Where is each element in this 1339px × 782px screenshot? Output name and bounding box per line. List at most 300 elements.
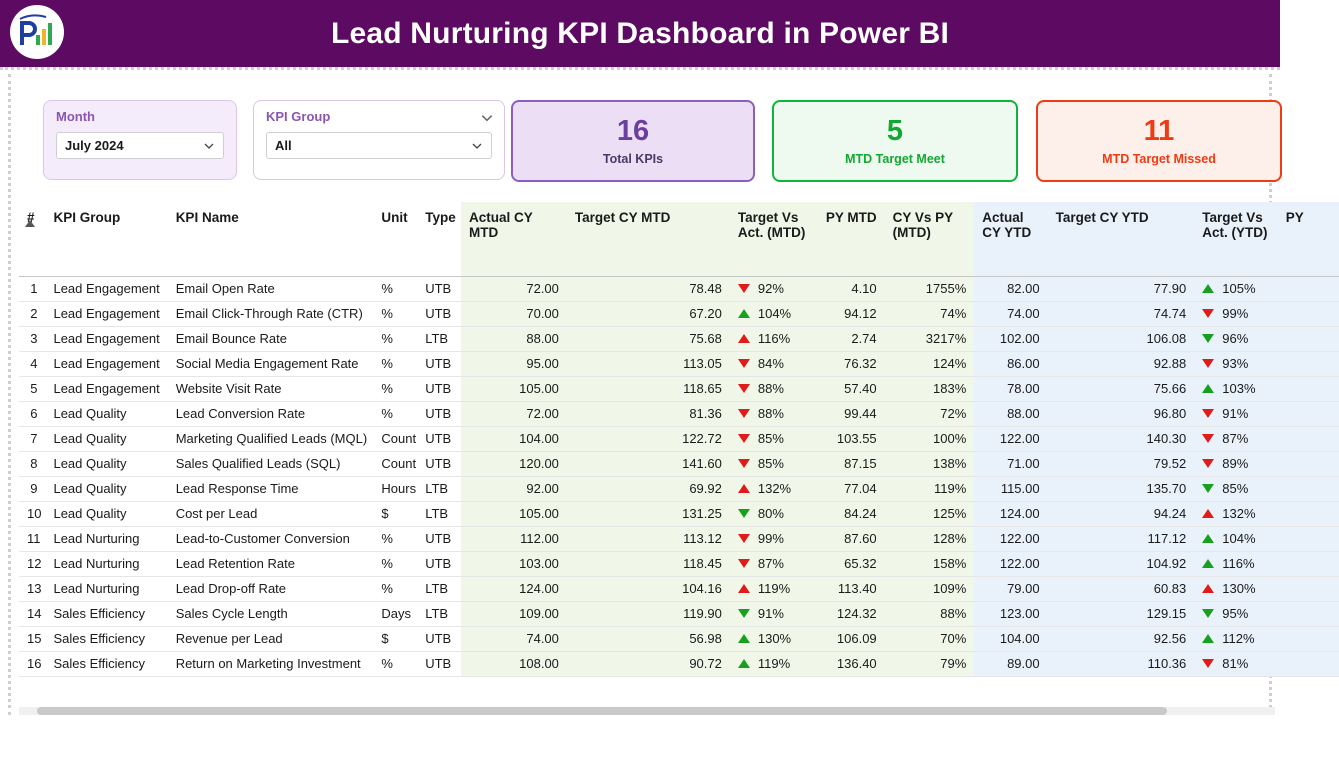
table-row[interactable]: [19, 451, 1339, 476]
cell-cy-vs-py-mtd: 100%: [885, 426, 975, 451]
col-header-target-cy-mtd[interactable]: Target CY MTD: [567, 202, 730, 276]
cell-actual-cy-mtd: 105.00: [461, 376, 567, 401]
cell-target-cy-ytd: 60.83: [1048, 576, 1195, 601]
cell-unit: %: [373, 651, 417, 676]
cell-cy-vs-py-mtd: 109%: [885, 576, 975, 601]
cell-target-vs-act-mtd: [730, 576, 814, 601]
table-row[interactable]: [19, 601, 1339, 626]
cell-target-vs-act-ytd: [1194, 276, 1278, 301]
cell-cy-vs-py-mtd: 183%: [885, 376, 975, 401]
cell-py-mtd: 99.44: [813, 401, 884, 426]
cell-target-vs-act-mtd: [730, 326, 814, 351]
cell-unit: %: [373, 576, 417, 601]
cell-type: UTB: [417, 301, 461, 326]
cell-target-cy-ytd: 129.15: [1048, 601, 1195, 626]
triangle-up-icon: [1202, 559, 1214, 568]
cell-py-mtd: 136.40: [813, 651, 884, 676]
triangle-up-icon: [1202, 284, 1214, 293]
cell-target-vs-act-ytd-value: 93%: [1222, 356, 1249, 371]
table-row[interactable]: [19, 326, 1339, 351]
cell-actual-cy-ytd: 89.00: [974, 651, 1047, 676]
col-header-target-vs-act-ytd[interactable]: Target Vs Act. (YTD): [1194, 202, 1278, 276]
chevron-down-icon: [471, 140, 483, 152]
cell-type: UTB: [417, 526, 461, 551]
cell-kpi-name: Lead-to-Customer Conversion: [168, 526, 374, 551]
cell-py-ytd: [1278, 551, 1339, 576]
cell-py-mtd: 4.10: [813, 276, 884, 301]
cell-target-cy-mtd: 104.16: [567, 576, 730, 601]
cell-py-ytd: [1278, 626, 1339, 651]
col-header-kpi-name[interactable]: KPI Name: [168, 202, 374, 276]
cell-index: 12: [19, 551, 45, 576]
table-row[interactable]: [19, 276, 1339, 301]
mtd-target-missed-label: MTD Target Missed: [1102, 152, 1216, 167]
month-dropdown[interactable]: [56, 132, 224, 159]
table-row[interactable]: [19, 476, 1339, 501]
triangle-up-icon: [738, 584, 750, 593]
table-row[interactable]: [19, 351, 1339, 376]
cell-target-cy-ytd: 117.12: [1048, 526, 1195, 551]
cell-target-cy-ytd: 106.08: [1048, 326, 1195, 351]
triangle-down-icon: [738, 434, 750, 443]
horizontal-scrollbar-track[interactable]: [19, 707, 1275, 715]
cell-py-ytd: [1278, 301, 1339, 326]
cell-py-ytd: [1278, 326, 1339, 351]
cell-target-vs-act-mtd-value: 87%: [757, 556, 784, 571]
triangle-down-icon: [1202, 309, 1214, 318]
cell-kpi-group: Sales Efficiency: [45, 651, 167, 676]
cell-cy-vs-py-mtd: 79%: [885, 651, 975, 676]
cell-target-vs-act-mtd: [730, 276, 814, 301]
cell-actual-cy-mtd: 105.00: [461, 501, 567, 526]
col-header-index[interactable]: #: [19, 202, 45, 276]
cell-target-vs-act-mtd: [730, 501, 814, 526]
cell-py-ytd: [1278, 476, 1339, 501]
triangle-up-icon: [1202, 534, 1214, 543]
cell-py-mtd: 84.24: [813, 501, 884, 526]
col-header-target-cy-ytd[interactable]: Target CY YTD: [1048, 202, 1195, 276]
cell-kpi-name: Revenue per Lead: [168, 626, 374, 651]
cell-kpi-name: Lead Drop-off Rate: [168, 576, 374, 601]
cell-type: UTB: [417, 551, 461, 576]
cell-actual-cy-ytd: 102.00: [974, 326, 1047, 351]
cell-actual-cy-ytd: 79.00: [974, 576, 1047, 601]
cell-target-vs-act-mtd: [730, 376, 814, 401]
cell-actual-cy-ytd: 122.00: [974, 551, 1047, 576]
cell-target-vs-act-ytd: [1194, 651, 1278, 676]
cell-target-cy-ytd: 96.80: [1048, 401, 1195, 426]
cell-index: 9: [19, 476, 45, 501]
table-row[interactable]: [19, 501, 1339, 526]
cell-cy-vs-py-mtd: 119%: [885, 476, 975, 501]
cell-py-ytd: [1278, 651, 1339, 676]
cell-unit: %: [373, 351, 417, 376]
cell-type: UTB: [417, 376, 461, 401]
cell-index: 11: [19, 526, 45, 551]
triangle-down-icon: [1202, 659, 1214, 668]
cell-type: UTB: [417, 351, 461, 376]
cell-target-cy-ytd: 104.92: [1048, 551, 1195, 576]
cell-actual-cy-mtd: 103.00: [461, 551, 567, 576]
cell-target-vs-act-ytd: [1194, 351, 1278, 376]
month-slicer[interactable]: [43, 100, 237, 180]
cell-kpi-name: Sales Qualified Leads (SQL): [168, 451, 374, 476]
col-header-target-vs-act-mtd[interactable]: Target Vs Act. (MTD): [730, 202, 814, 276]
report-canvas: [0, 67, 1304, 716]
cell-target-vs-act-ytd-value: 104%: [1222, 531, 1256, 546]
total-kpis-value: 16: [616, 114, 650, 147]
cell-target-vs-act-mtd-value: 85%: [757, 456, 784, 471]
cell-target-cy-ytd: 74.74: [1048, 301, 1195, 326]
cell-kpi-group: Lead Engagement: [45, 376, 167, 401]
table-row[interactable]: [19, 651, 1339, 676]
cell-actual-cy-ytd: 115.00: [974, 476, 1047, 501]
triangle-up-icon: [738, 634, 750, 643]
cell-target-cy-ytd: 110.36: [1048, 651, 1195, 676]
cell-target-vs-act-ytd-value: 96%: [1222, 331, 1249, 346]
mtd-target-meet-label: MTD Target Meet: [845, 152, 945, 167]
mtd-target-missed-card[interactable]: [1036, 100, 1282, 182]
cell-target-cy-mtd: 118.45: [567, 551, 730, 576]
cell-target-vs-act-mtd: [730, 351, 814, 376]
table-row[interactable]: [19, 301, 1339, 326]
cell-target-cy-ytd: 140.30: [1048, 426, 1195, 451]
cell-actual-cy-ytd: 122.00: [974, 526, 1047, 551]
cell-index: 14: [19, 601, 45, 626]
cell-target-vs-act-ytd: [1194, 626, 1278, 651]
col-header-kpi-group[interactable]: KPI Group: [45, 202, 167, 276]
triangle-down-icon: [738, 534, 750, 543]
cell-kpi-name: Sales Cycle Length: [168, 601, 374, 626]
triangle-down-icon: [1202, 484, 1214, 493]
cell-type: UTB: [417, 626, 461, 651]
cell-type: LTB: [417, 501, 461, 526]
cell-py-ytd: [1278, 526, 1339, 551]
cell-target-cy-ytd: 75.66: [1048, 376, 1195, 401]
table-row[interactable]: [19, 576, 1339, 601]
cell-actual-cy-mtd: 108.00: [461, 651, 567, 676]
col-header-actual-cy-mtd[interactable]: Actual CY MTD: [461, 202, 567, 276]
cell-py-ytd: [1278, 576, 1339, 601]
cell-target-vs-act-ytd: [1194, 326, 1278, 351]
col-header-unit[interactable]: Unit: [373, 202, 417, 276]
col-header-actual-cy-ytd[interactable]: Actual CY YTD: [974, 202, 1047, 276]
cell-kpi-group: Lead Nurturing: [45, 526, 167, 551]
cell-target-cy-mtd: 81.36: [567, 401, 730, 426]
table-row[interactable]: [19, 626, 1339, 651]
cell-py-mtd: 94.12: [813, 301, 884, 326]
cell-actual-cy-ytd: 124.00: [974, 501, 1047, 526]
cell-type: UTB: [417, 401, 461, 426]
cell-py-mtd: 124.32: [813, 601, 884, 626]
cell-kpi-group: Lead Quality: [45, 501, 167, 526]
cell-cy-vs-py-mtd: 74%: [885, 301, 975, 326]
col-header-py-ytd[interactable]: PY: [1278, 202, 1339, 276]
cell-target-vs-act-ytd-value: 99%: [1222, 306, 1249, 321]
chevron-down-icon: [203, 140, 215, 152]
cell-kpi-group: Sales Efficiency: [45, 601, 167, 626]
cell-py-ytd: [1278, 501, 1339, 526]
cell-target-vs-act-ytd-value: 89%: [1222, 456, 1249, 471]
company-logo-icon: [10, 5, 64, 59]
cell-target-cy-ytd: 92.56: [1048, 626, 1195, 651]
cell-py-ytd: [1278, 426, 1339, 451]
cell-kpi-group: Sales Efficiency: [45, 626, 167, 651]
triangle-up-icon: [738, 334, 750, 343]
cell-kpi-name: Email Bounce Rate: [168, 326, 374, 351]
col-header-py-mtd[interactable]: PY MTD: [813, 202, 884, 276]
cell-actual-cy-mtd: 88.00: [461, 326, 567, 351]
table-row[interactable]: [19, 401, 1339, 426]
cell-target-vs-act-mtd-value: 91%: [757, 606, 784, 621]
cell-target-vs-act-mtd-value: 88%: [757, 406, 784, 421]
horizontal-scrollbar-thumb[interactable]: [37, 707, 1167, 715]
cell-unit: Hours: [373, 476, 417, 501]
triangle-down-icon: [1202, 434, 1214, 443]
cell-index: 7: [19, 426, 45, 451]
cell-py-ytd: [1278, 601, 1339, 626]
cell-target-cy-ytd: 77.90: [1048, 276, 1195, 301]
cell-unit: %: [373, 301, 417, 326]
kpi-table[interactable]: [19, 202, 1304, 782]
kpi-group-dropdown-value: All: [275, 138, 292, 153]
cell-type: LTB: [417, 576, 461, 601]
cell-index: 13: [19, 576, 45, 601]
kpi-group-slicer[interactable]: [253, 100, 505, 180]
cell-py-ytd: [1278, 276, 1339, 301]
cell-target-vs-act-ytd: [1194, 376, 1278, 401]
cell-kpi-name: Cost per Lead: [168, 501, 374, 526]
cell-target-vs-act-mtd-value: 104%: [757, 306, 792, 321]
mtd-target-missed-value: 11: [1143, 114, 1175, 147]
cell-target-vs-act-ytd-value: 85%: [1222, 481, 1249, 496]
cell-cy-vs-py-mtd: 72%: [885, 401, 975, 426]
cell-target-cy-mtd: 118.65: [567, 376, 730, 401]
cell-cy-vs-py-mtd: 124%: [885, 351, 975, 376]
cell-index: 4: [19, 351, 45, 376]
triangle-up-icon: [1202, 584, 1214, 593]
cell-target-cy-ytd: 135.70: [1048, 476, 1195, 501]
mtd-target-meet-card[interactable]: [772, 100, 1018, 182]
cell-kpi-group: Lead Quality: [45, 476, 167, 501]
triangle-down-icon: [738, 284, 750, 293]
cell-target-vs-act-ytd: [1194, 426, 1278, 451]
cell-actual-cy-mtd: 104.00: [461, 426, 567, 451]
cell-target-vs-act-ytd: [1194, 501, 1278, 526]
cell-target-vs-act-mtd: [730, 651, 814, 676]
cell-target-vs-act-ytd-value: 81%: [1222, 656, 1249, 671]
cell-actual-cy-mtd: 74.00: [461, 626, 567, 651]
cell-actual-cy-ytd: 78.00: [974, 376, 1047, 401]
cell-type: UTB: [417, 651, 461, 676]
page-header: [0, 0, 1280, 67]
cell-target-vs-act-ytd: [1194, 551, 1278, 576]
cell-actual-cy-ytd: 104.00: [974, 626, 1047, 651]
cell-unit: Days: [373, 601, 417, 626]
cell-actual-cy-ytd: 71.00: [974, 451, 1047, 476]
cell-actual-cy-mtd: 95.00: [461, 351, 567, 376]
cell-target-cy-mtd: 56.98: [567, 626, 730, 651]
cell-unit: $: [373, 501, 417, 526]
cell-target-vs-act-mtd-value: 116%: [757, 331, 791, 346]
cell-target-cy-mtd: 90.72: [567, 651, 730, 676]
cell-cy-vs-py-mtd: 125%: [885, 501, 975, 526]
triangle-up-icon: [1202, 634, 1214, 643]
cell-target-vs-act-ytd-value: 95%: [1222, 606, 1249, 621]
cell-target-vs-act-ytd-value: 105%: [1222, 281, 1256, 296]
cell-py-mtd: 113.40: [813, 576, 884, 601]
table-row[interactable]: [19, 376, 1339, 401]
cell-target-cy-ytd: 79.52: [1048, 451, 1195, 476]
cell-target-vs-act-ytd: [1194, 451, 1278, 476]
cell-index: 2: [19, 301, 45, 326]
cell-kpi-group: Lead Engagement: [45, 301, 167, 326]
cell-kpi-name: Lead Conversion Rate: [168, 401, 374, 426]
total-kpis-card[interactable]: [511, 100, 755, 182]
sort-ascending-icon[interactable]: [25, 220, 35, 227]
cell-cy-vs-py-mtd: 158%: [885, 551, 975, 576]
cell-kpi-group: Lead Quality: [45, 426, 167, 451]
cell-target-vs-act-mtd: [730, 601, 814, 626]
cell-target-cy-ytd: 92.88: [1048, 351, 1195, 376]
cell-cy-vs-py-mtd: 128%: [885, 526, 975, 551]
cell-kpi-name: Email Click-Through Rate (CTR): [168, 301, 374, 326]
cell-target-vs-act-ytd: [1194, 526, 1278, 551]
col-header-type[interactable]: Type: [417, 202, 461, 276]
cell-target-vs-act-ytd: [1194, 301, 1278, 326]
kpi-group-dropdown[interactable]: [266, 132, 492, 159]
triangle-down-icon: [1202, 359, 1214, 368]
cell-kpi-name: Lead Retention Rate: [168, 551, 374, 576]
cell-kpi-name: Return on Marketing Investment: [168, 651, 374, 676]
triangle-down-icon: [1202, 334, 1214, 343]
cell-target-vs-act-mtd: [730, 301, 814, 326]
triangle-down-icon: [738, 559, 750, 568]
triangle-up-icon: [1202, 384, 1214, 393]
cell-target-cy-mtd: 69.92: [567, 476, 730, 501]
triangle-up-icon: [1202, 509, 1214, 518]
cell-py-mtd: 65.32: [813, 551, 884, 576]
cell-actual-cy-ytd: 88.00: [974, 401, 1047, 426]
triangle-down-icon: [738, 509, 750, 518]
cell-py-mtd: 77.04: [813, 476, 884, 501]
cell-actual-cy-mtd: 72.00: [461, 401, 567, 426]
cell-kpi-group: Lead Nurturing: [45, 576, 167, 601]
table-row[interactable]: [19, 551, 1339, 576]
cell-target-vs-act-mtd-value: 99%: [757, 531, 784, 546]
total-kpis-label: Total KPIs: [602, 152, 664, 167]
cell-target-vs-act-mtd: [730, 626, 814, 651]
cell-target-vs-act-mtd-value: 84%: [757, 356, 784, 371]
cell-py-mtd: 2.74: [813, 326, 884, 351]
cell-target-vs-act-mtd: [730, 401, 814, 426]
cell-actual-cy-ytd: 86.00: [974, 351, 1047, 376]
table-row[interactable]: [19, 526, 1339, 551]
cell-type: LTB: [417, 601, 461, 626]
cell-target-vs-act-ytd-value: 87%: [1222, 431, 1249, 446]
cell-type: UTB: [417, 451, 461, 476]
cell-target-cy-mtd: 131.25: [567, 501, 730, 526]
mtd-target-meet-value: 5: [886, 114, 904, 147]
cell-target-vs-act-mtd: [730, 551, 814, 576]
cell-cy-vs-py-mtd: 88%: [885, 601, 975, 626]
cell-target-vs-act-ytd: [1194, 601, 1278, 626]
page-title: Lead Nurturing KPI Dashboard in Power BI: [330, 16, 950, 50]
cell-cy-vs-py-mtd: 70%: [885, 626, 975, 651]
cell-kpi-name: Marketing Qualified Leads (MQL): [168, 426, 374, 451]
col-header-cy-vs-py-mtd[interactable]: CY Vs PY (MTD): [885, 202, 975, 276]
cell-target-cy-mtd: 122.72: [567, 426, 730, 451]
cell-unit: Count: [373, 426, 417, 451]
cell-actual-cy-ytd: 74.00: [974, 301, 1047, 326]
cell-py-mtd: 87.60: [813, 526, 884, 551]
cell-cy-vs-py-mtd: 3217%: [885, 326, 975, 351]
cell-actual-cy-mtd: 92.00: [461, 476, 567, 501]
cell-type: LTB: [417, 476, 461, 501]
triangle-up-icon: [738, 659, 750, 668]
triangle-down-icon: [738, 409, 750, 418]
cell-target-vs-act-ytd-value: 91%: [1222, 406, 1249, 421]
cell-cy-vs-py-mtd: 138%: [885, 451, 975, 476]
cell-target-vs-act-mtd-value: 80%: [757, 506, 784, 521]
cell-unit: %: [373, 551, 417, 576]
cell-actual-cy-ytd: 122.00: [974, 426, 1047, 451]
cell-target-vs-act-mtd-value: 88%: [757, 381, 784, 396]
cell-target-vs-act-mtd: [730, 426, 814, 451]
cell-target-vs-act-ytd-value: 130%: [1222, 581, 1256, 596]
cell-kpi-group: Lead Engagement: [45, 276, 167, 301]
cell-target-cy-mtd: 119.90: [567, 601, 730, 626]
cell-py-mtd: 76.32: [813, 351, 884, 376]
cell-type: UTB: [417, 426, 461, 451]
cell-unit: $: [373, 626, 417, 651]
month-slicer-label: Month: [56, 109, 95, 124]
table-header-row: [19, 202, 1339, 276]
cell-target-vs-act-mtd-value: 132%: [757, 481, 792, 496]
cell-target-vs-act-mtd-value: 130%: [757, 631, 792, 646]
cell-py-ytd: [1278, 451, 1339, 476]
cell-target-vs-act-ytd-value: 112%: [1222, 631, 1255, 646]
cell-kpi-group: Lead Nurturing: [45, 551, 167, 576]
cell-index: 5: [19, 376, 45, 401]
triangle-down-icon: [1202, 409, 1214, 418]
cell-index: 1: [19, 276, 45, 301]
cell-actual-cy-mtd: 109.00: [461, 601, 567, 626]
filter-bar: [27, 88, 1267, 188]
cell-actual-cy-ytd: 82.00: [974, 276, 1047, 301]
cell-target-vs-act-ytd: [1194, 476, 1278, 501]
chevron-down-icon[interactable]: [480, 111, 492, 123]
cell-py-mtd: 106.09: [813, 626, 884, 651]
cell-kpi-group: Lead Quality: [45, 401, 167, 426]
cell-index: 8: [19, 451, 45, 476]
cell-type: UTB: [417, 276, 461, 301]
cell-py-mtd: 87.15: [813, 451, 884, 476]
cell-target-cy-mtd: 113.12: [567, 526, 730, 551]
cell-py-ytd: [1278, 401, 1339, 426]
cell-type: LTB: [417, 326, 461, 351]
cell-kpi-name: Website Visit Rate: [168, 376, 374, 401]
table-row[interactable]: [19, 426, 1339, 451]
cell-index: 10: [19, 501, 45, 526]
cell-index: 15: [19, 626, 45, 651]
cell-target-vs-act-mtd: [730, 476, 814, 501]
cell-actual-cy-mtd: 72.00: [461, 276, 567, 301]
cell-target-vs-act-mtd: [730, 451, 814, 476]
cell-target-vs-act-mtd-value: 85%: [757, 431, 784, 446]
cell-target-cy-ytd: 94.24: [1048, 501, 1195, 526]
triangle-up-icon: [738, 309, 750, 318]
